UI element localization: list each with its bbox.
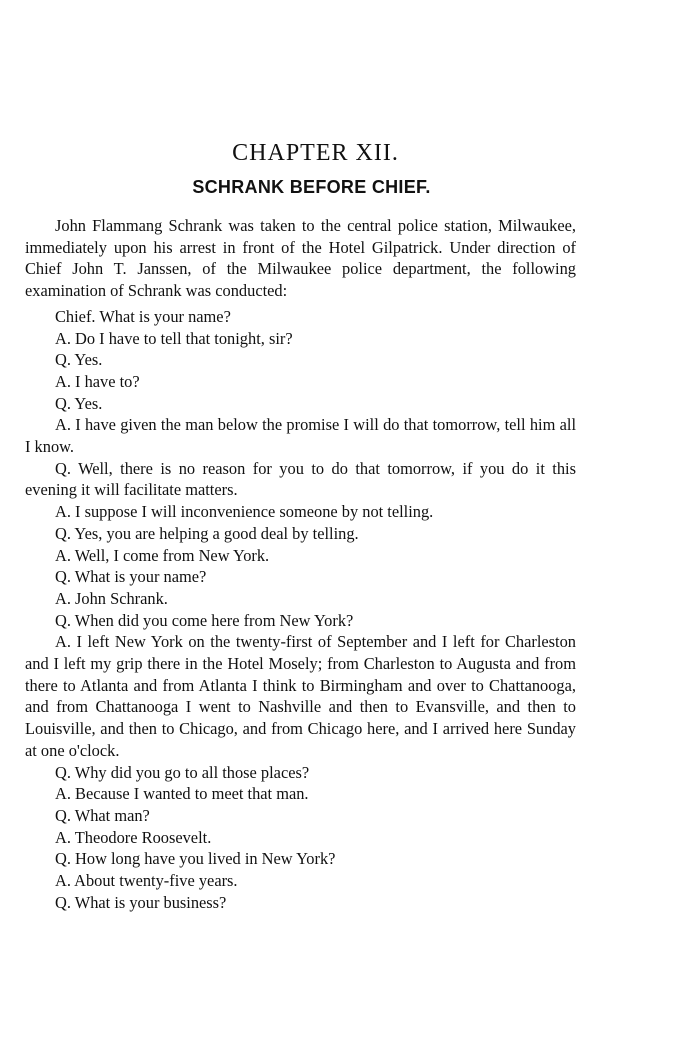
section-title: SCHRANK BEFORE CHIEF. [192, 177, 431, 197]
dialogue-line: Q. How long have you lived in New York? [55, 849, 336, 869]
dialogue-line: A. I have given the man below the promise I will do that tomorrow, tell him all I know. [25, 415, 576, 457]
dialogue-line: Q. Why did you go to all those places? [55, 762, 310, 782]
book-page [25, 140, 576, 914]
chapter-title: CHAPTER XII. [232, 140, 399, 166]
dialogue-line: A. Do I have to tell that tonight, sir? [55, 328, 293, 348]
dialogue-line: Q. Yes. [55, 393, 103, 413]
dialogue-line: Q. Yes, you are helping a good deal by telling. [55, 523, 359, 543]
dialogue-line: A. I left New York on the twenty-first of September and I left for Charleston and I left my grip there in the Hotel Mosely; from Charleston to Augusta and from there to Atlanta and from Atlanta I think to Birmingham and over to Chattanooga, and from Chattanooga I went to Nashville and then to Evansville, and then to Louisville, and then to Chicago, and from Chicago here, and I arrived here Sunday at one o'clock. [25, 632, 576, 760]
dialogue-line: Chief. What is your name? [55, 306, 231, 326]
dialogue-line: Q. What man? [55, 805, 150, 825]
dialogue-line: A. Well, I come from New York. [55, 545, 270, 565]
intro-paragraph: John Flammang Schrank was taken to the central police station, Milwaukee, immediately upon his arrest in front of the Hotel Gilpatrick. Under direction of Chief John T. Janssen, of the Milwaukee police department, the following examination of Schrank was conducted: [25, 216, 576, 301]
dialogue-line: A. Because I wanted to meet that man. [55, 784, 309, 804]
dialogue-line: Q. Well, there is no reason for you to do that tomorrow, if you do it this evening it will facilitate matters. [25, 458, 576, 500]
dialogue-line: A. I suppose I will inconvenience someone by not telling. [55, 502, 434, 522]
dialogue-line: Q. When did you come here from New York? [55, 610, 354, 630]
dialogue-line: Q. Yes. [55, 350, 103, 370]
dialogue-line: Q. What is your name? [55, 567, 207, 587]
dialogue-line: A. About twenty-five years. [55, 871, 238, 891]
dialogue-line: A. I have to? [55, 371, 140, 391]
dialogue-line: A. John Schrank. [55, 588, 168, 608]
dialogue-line: Q. What is your business? [55, 892, 227, 912]
dialogue-line: A. Theodore Roosevelt. [55, 827, 212, 847]
